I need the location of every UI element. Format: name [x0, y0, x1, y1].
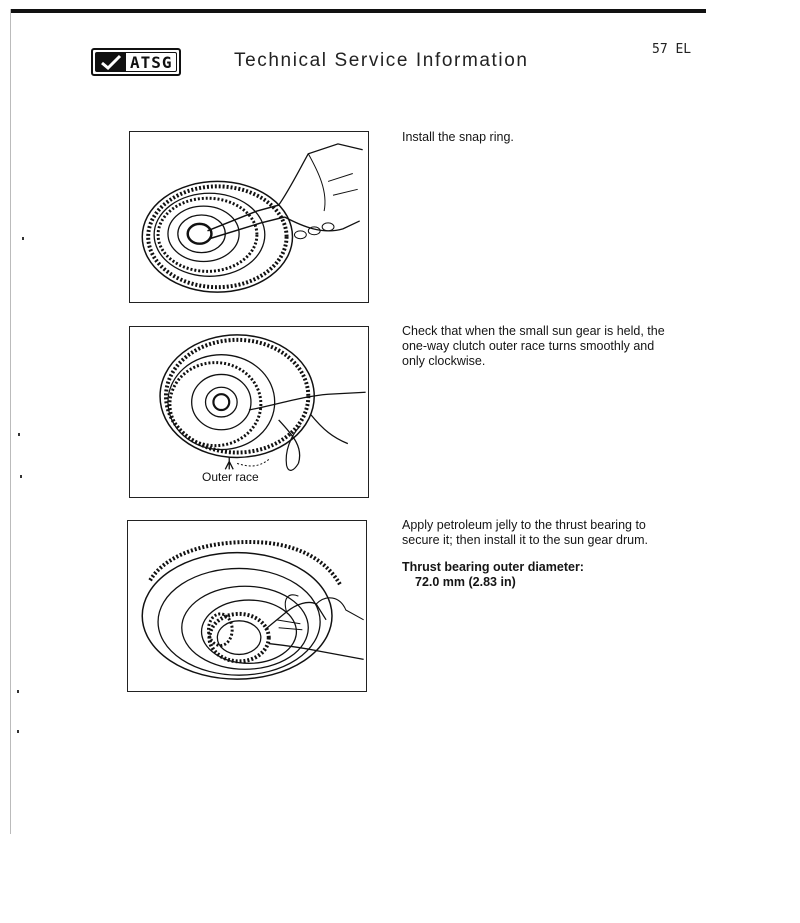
step-3-text: Apply petroleum jelly to the thrust bearing to secure it; then install it to the sun gear drum. — [402, 518, 648, 547]
figure-snap-ring — [129, 131, 369, 303]
step-2-text: Check that when the small sun gear is held, the one-way clutch outer race turns smoothly and only clockwise. — [402, 324, 665, 368]
step-1-text: Install the snap ring. — [402, 130, 514, 144]
page-edge — [10, 9, 11, 834]
spec-label: Thrust bearing outer diameter: — [402, 560, 584, 574]
checkmark-icon — [96, 53, 126, 71]
scan-speck — [22, 237, 24, 240]
outer-race-label: Outer race — [202, 470, 259, 484]
header-rule — [10, 9, 706, 13]
scan-speck — [17, 690, 19, 693]
scan-speck — [17, 730, 19, 733]
scan-speck — [18, 433, 20, 436]
spec-value: 72.0 mm (2.83 in) — [415, 575, 516, 589]
figure-thrust-bearing — [127, 520, 367, 692]
scan-speck — [20, 475, 22, 478]
page-title: Technical Service Information — [234, 50, 529, 71]
logo-text: ATSG — [130, 52, 173, 72]
page-number: 57 EL — [652, 42, 692, 57]
atsg-logo — [91, 48, 181, 76]
